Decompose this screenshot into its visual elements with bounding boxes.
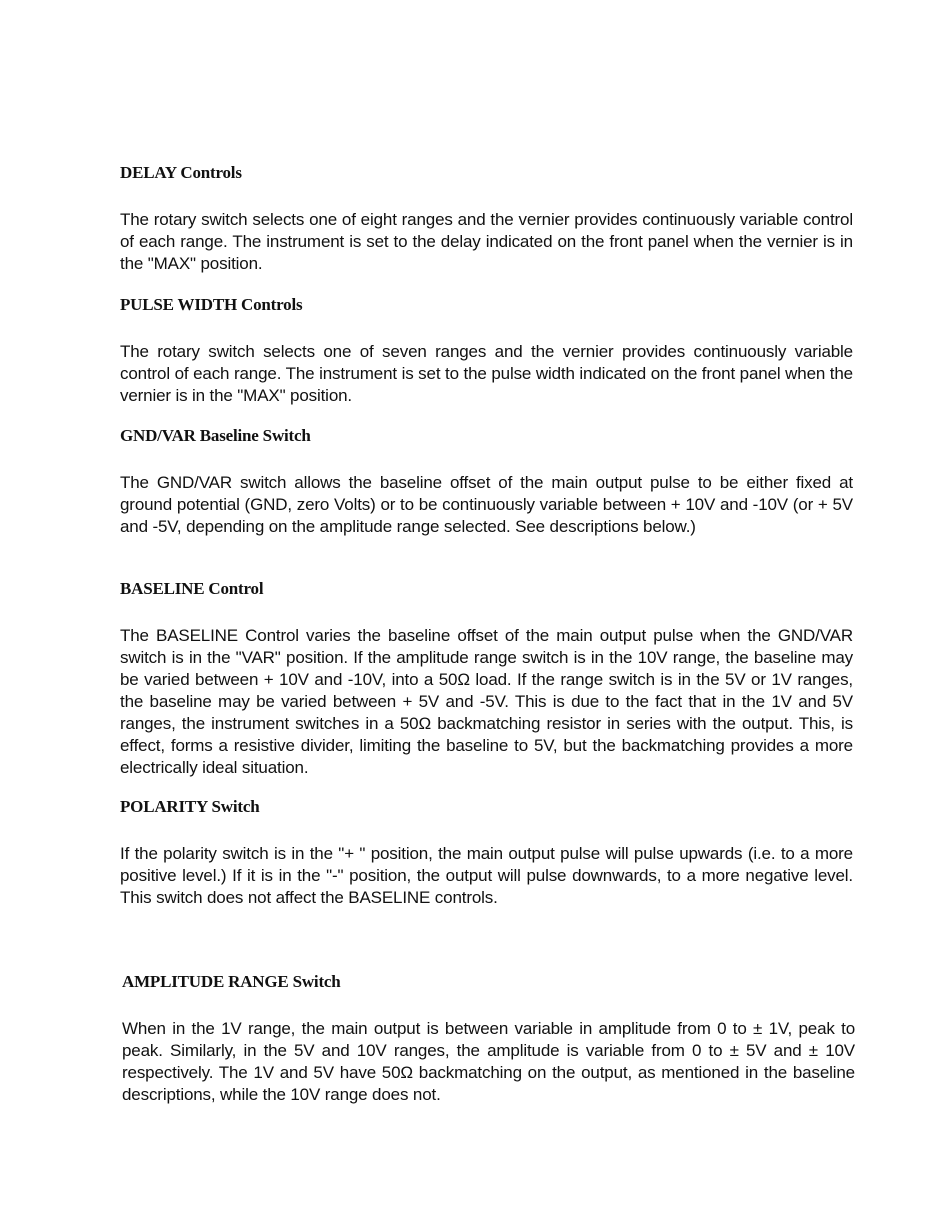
section-gnd-var-baseline-switch bbox=[120, 426, 853, 538]
section-amplitude-range-switch bbox=[122, 972, 855, 1106]
section-body: When in the 1V range, the main output is between variable in amplitude from 0 to ± 1V, peak to peak. Similarly, in the 5V and 10V ranges, the amplitude is variable from 0 to ± 5V and ± 10V respectively. The 1V and 5V have 50Ω backmatching on the output, as mentioned in the baseline descriptions, while the 10V range does not. bbox=[122, 1019, 855, 1104]
section-pulse-width-controls bbox=[120, 295, 853, 407]
section-baseline-control bbox=[120, 579, 853, 779]
section-heading: AMPLITUDE RANGE Switch bbox=[122, 972, 341, 991]
section-polarity-switch bbox=[120, 797, 853, 909]
section-body: The BASELINE Control varies the baseline offset of the main output pulse when the GND/VAR switch is in the "VAR" position. If the amplitude range switch is in the 10V range, the baseline may be varied between + 10V and -10V, into a 50Ω load. If the range switch is in the 5V or 1V ranges, the baseline may be varied between + 5V and -5V. This is due to the fact that in the 1V and 5V ranges, the instrument switches in a 50Ω backmatching resistor in series with the output. This, is effect, forms a resistive divider, limiting the baseline to 5V, but the backmatching provides a more electrically ideal situation. bbox=[120, 626, 853, 777]
section-heading: BASELINE Control bbox=[120, 579, 264, 598]
section-heading: GND/VAR Baseline Switch bbox=[120, 426, 311, 445]
section-delay-controls bbox=[120, 163, 853, 275]
section-body: The GND/VAR switch allows the baseline offset of the main output pulse to be either fixed at ground potential (GND, zero Volts) or to be continuously variable between + 10V and -10V (or + 5V and -5V, depending on the amplitude range selected. See descriptions below.) bbox=[120, 473, 853, 536]
section-heading: PULSE WIDTH Controls bbox=[120, 295, 303, 314]
section-body: The rotary switch selects one of seven ranges and the vernier provides continuously variable control of each range. The instrument is set to the pulse width indicated on the front panel when the vernier is in the "MAX" position. bbox=[120, 342, 853, 405]
section-body: The rotary switch selects one of eight ranges and the vernier provides continuously variable control of each range. The instrument is set to the delay indicated on the front panel when the vernier is in the "MAX" position. bbox=[120, 210, 853, 273]
section-heading: DELAY Controls bbox=[120, 163, 242, 182]
section-body: If the polarity switch is in the "+ " position, the main output pulse will pulse upwards (i.e. to a more positive level.) If it is in the "-" position, the output will pulse downwards, to a more negative level. This switch does not affect the BASELINE controls. bbox=[120, 844, 853, 907]
section-heading: POLARITY Switch bbox=[120, 797, 260, 816]
